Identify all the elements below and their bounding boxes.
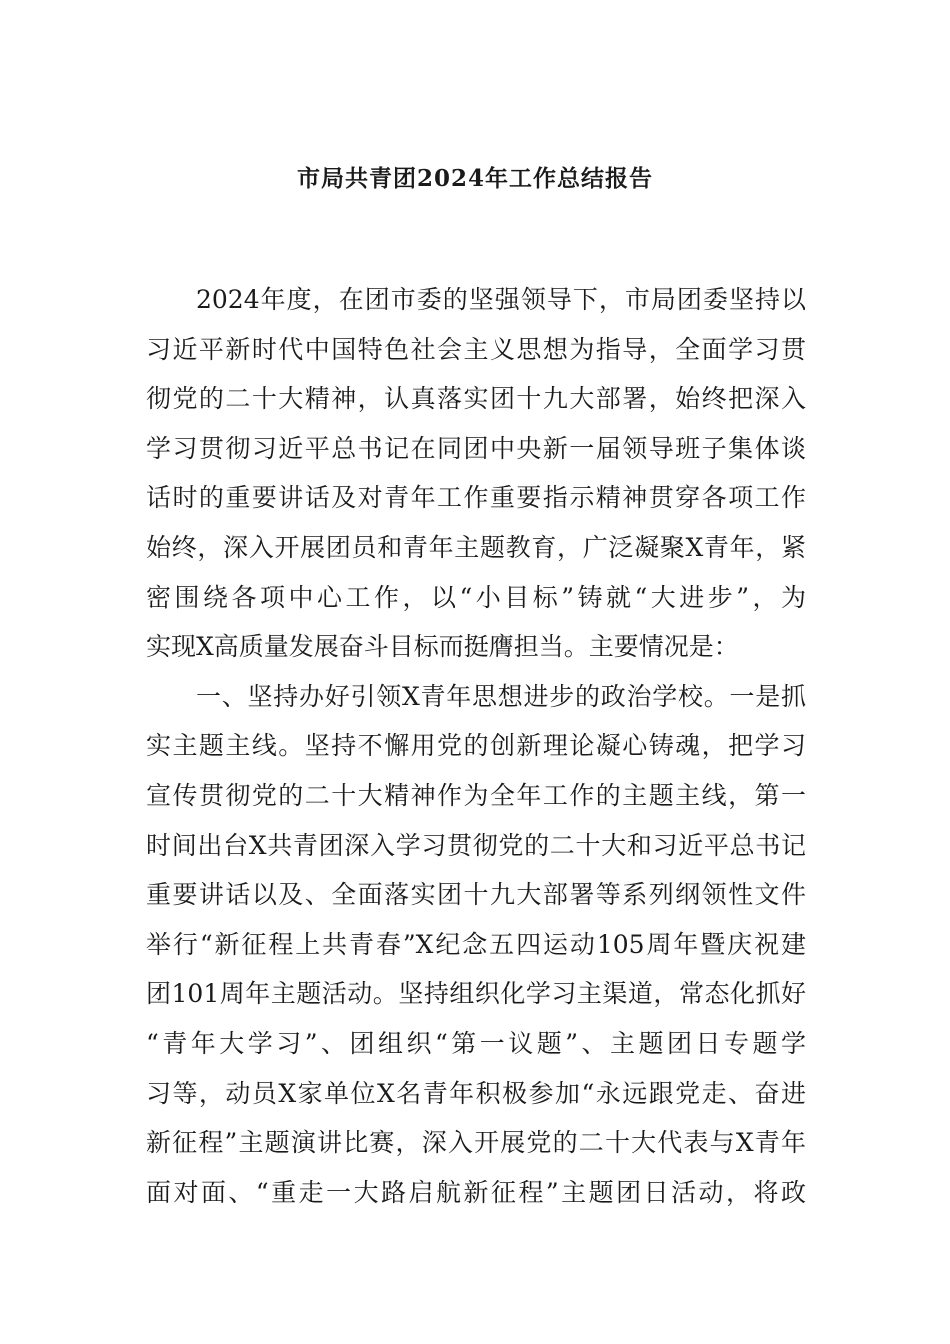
body-line: “青年大学习”、团组织“第一议题”、主题团日专题学 — [146, 1028, 806, 1058]
body-line: 习近平新时代中国特色社会主义思想为指导，全面学习贯 — [146, 334, 806, 364]
body-line: 密围绕各项中心工作，以“小目标”铸就“大进步”，为 — [146, 582, 806, 612]
body-line: 2024年度，在团市委的坚强领导下，市局团委坚持以 — [196, 285, 806, 314]
body-line: 始终，深入开展团员和青年主题教育，广泛凝聚X青年，紧 — [146, 532, 806, 562]
body-line: 习等，动员X家单位X名青年积极参加“永远跟党走、奋进 — [146, 1078, 806, 1108]
body-line: 团101周年主题活动。坚持组织化学习主渠道，常态化抓好 — [146, 979, 806, 1009]
body-line: 面对面、“重走一大路启航新征程”主题团日活动，将政 — [146, 1177, 806, 1207]
body-line: 实主题主线。坚持不懈用党的创新理论凝心铸魂，把学习 — [146, 731, 806, 761]
body-line: 学习贯彻习近平总书记在同团中央新一届领导班子集体谈 — [146, 433, 806, 463]
body-line: 实现X高质量发展奋斗目标而挺膺担当。主要情况是： — [146, 632, 739, 662]
body-line: 话时的重要讲话及对青年工作重要指示精神贯穿各项工作 — [146, 483, 806, 513]
document-body — [146, 275, 806, 1217]
body-line: 时间出台X共青团深入学习贯彻党的二十大和习近平总书记 — [146, 830, 806, 860]
body-line: 重要讲话以及、全面落实团十九大部署等系列纲领性文件 — [146, 880, 806, 910]
document-title: 市局共青团2024年工作总结报告 — [296, 165, 653, 192]
body-line: 彻党的二十大精神，认真落实团十九大部署，始终把深入 — [146, 384, 806, 414]
body-line: 宣传贯彻党的二十大精神作为全年工作的主题主线，第一 — [146, 780, 806, 810]
body-line: 新征程”主题演讲比赛，深入开展党的二十大代表与X青年 — [146, 1128, 806, 1158]
body-line: 举行“新征程上共青春”X纪念五四运动105周年暨庆祝建 — [146, 929, 806, 959]
body-line: 一、坚持办好引领X青年思想进步的政治学校。一是抓 — [196, 681, 806, 711]
